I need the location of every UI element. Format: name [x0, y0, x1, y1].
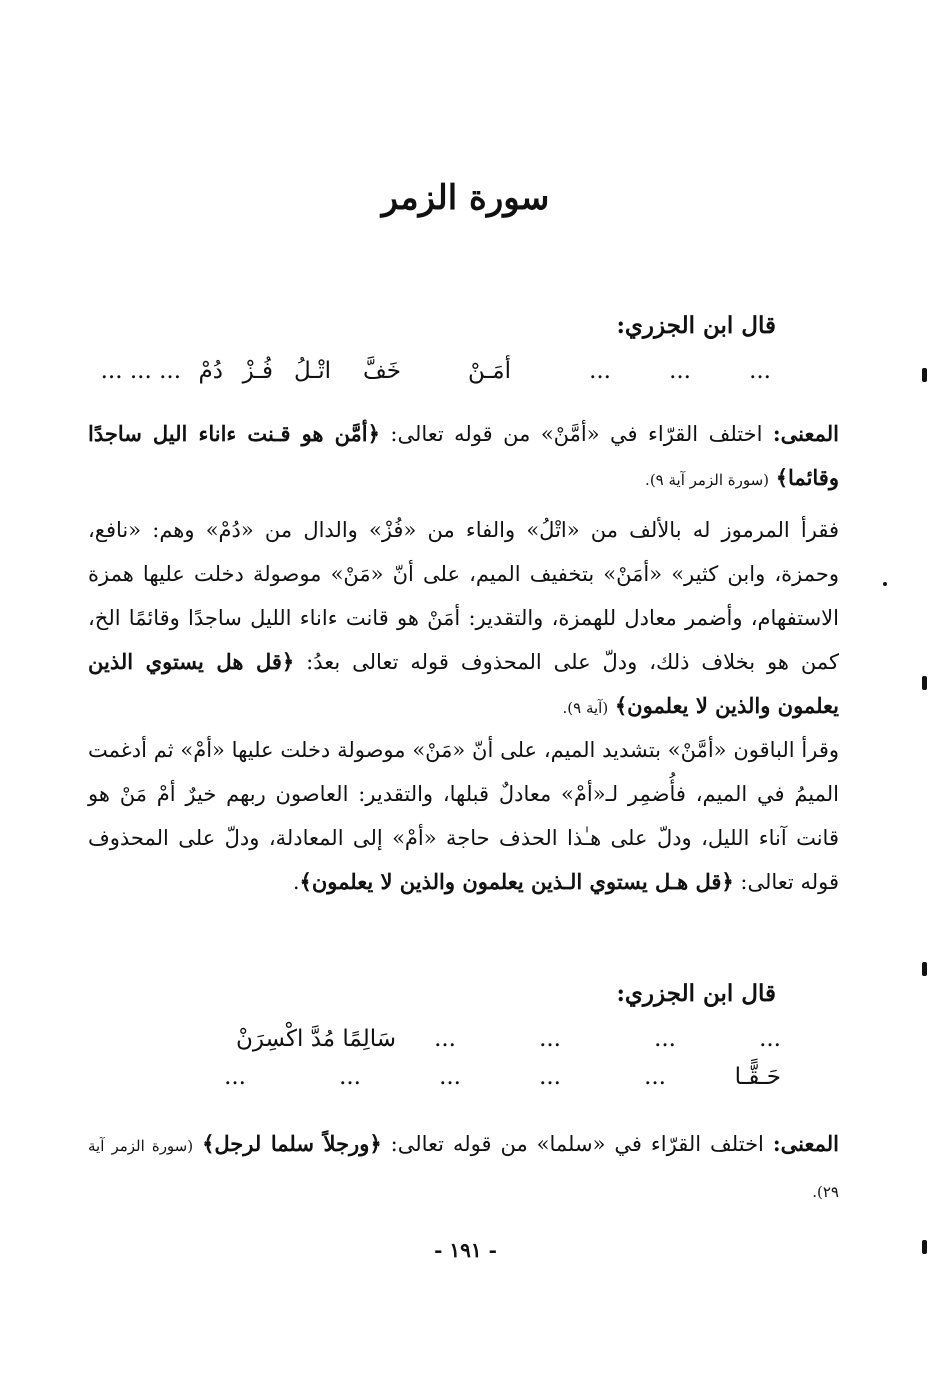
scan-mark [922, 368, 927, 382]
section1-meaning [88, 412, 839, 502]
paragraph-text: وقرأ الباقون «أمَّنْ» بتشديد الميم، على أنّ «مَنْ» موصولة دخلت عليها «أمْ» ثم أدغمت الميمُ في الميم، فأُضمِر لـ«أمْ» معادلٌ قبلها، والتقدير: العاصون ربهم خيرٌ أمْ مَنْ هو قانت آناء الليل، ودلّ على هـٰذا الحذف حاجة «أمْ» إلى المعادلة، ودلّ على المحذوف قوله تعالى: [88, 738, 839, 894]
section2-verse-line1 [150, 1026, 801, 1058]
verse-word: دُمْ [198, 358, 223, 384]
page-number: - ١٩١ - [434, 1238, 497, 1262]
verse-dots: ... [439, 1064, 461, 1090]
section1-heading: قال ابن الجزري: [616, 312, 776, 339]
verse-word: فُـزْ [242, 358, 273, 384]
verse-dots: ... [539, 1064, 561, 1090]
verse-dots: ... [434, 1026, 456, 1052]
verse-reference: (سورة الزمر آية ٢٩). [88, 1137, 839, 1201]
quran-quote: ﴿ورجلاً سلما لرجل﴾ [202, 1131, 382, 1156]
section1-paragraph2 [88, 728, 839, 904]
verse-word: أمَـنْ [468, 358, 511, 384]
verse-words: سَالِمًا مُدَّ اكْسِرَنْ [235, 1026, 396, 1052]
scan-speck [883, 582, 887, 586]
paragraph-text: فقرأ المرموز له بالألف من «اتْلُ» والفاء من «فُزْ» والدال من «دُمْ» وهم: «نافع، وحمزة، وابن كثير» «أمَنْ» بتخفيف الميم، على أنّ «مَنْ» موصولة دخلت عليها همزة الاستفهام، وأضمر معادل للهمزة، والتقدير: أمَنْ هو قانت ءاناء الليل ساجدًا وقائمًا الخ، كمن هو بخلاف ذلك، ودلّ على المحذوف قوله تعالى بعدُ: [88, 518, 839, 674]
quran-quote: ﴿قل هل يستوي الذين يعلمون والذين لا يعلمون﴾ [88, 649, 839, 718]
section1-paragraph1 [88, 508, 839, 730]
page-title: سورة الزمر [381, 178, 550, 218]
verse-dots: ... [749, 358, 771, 384]
section2-verse-line2 [150, 1064, 801, 1096]
verse-dots: ... [589, 358, 611, 384]
meaning-label: المعنى: [772, 421, 839, 446]
meaning-text: اختلف القرّاء في «أمَّنْ» من قوله تعالى: [390, 422, 763, 446]
verse-dots: ... [654, 1026, 676, 1052]
section2-heading: قال ابن الجزري: [616, 980, 776, 1007]
scan-mark [922, 962, 927, 976]
verse-word: اتْـلُ [294, 358, 331, 384]
quran-quote: ﴿قل هـل يستوي الـذين يعلمون والذين لا يعلمون﴾ [299, 869, 734, 894]
verse-reference: (سورة الزمر آية ٩). [645, 471, 770, 489]
verse-dots: ... ... ... [100, 358, 181, 384]
verse-dots: ... [669, 358, 691, 384]
verse-dots: ... [224, 1064, 246, 1090]
period: . [292, 870, 300, 894]
meaning-label: المعنى: [772, 1131, 839, 1156]
scan-mark [922, 676, 927, 690]
verse-dots: ... [759, 1026, 781, 1052]
verse-dots: ... [539, 1026, 561, 1052]
section1-verse [100, 358, 801, 390]
quran-quote: ﴿أمَّن هو قـنت ءاناء اليل ساجدًا وقائما﴾ [88, 421, 839, 490]
section2-meaning [88, 1122, 839, 1214]
verse-dots: ... [339, 1064, 361, 1090]
scan-mark [922, 1240, 927, 1254]
verse-word: حَـقًّـا [734, 1064, 781, 1090]
meaning-text: اختلف القرّاء في «سلما» من قوله تعالى: [390, 1132, 764, 1156]
verse-dots: ... [644, 1064, 666, 1090]
verse-word: خَفَّ [362, 358, 401, 384]
verse-reference: (آية ٩). [562, 699, 609, 717]
